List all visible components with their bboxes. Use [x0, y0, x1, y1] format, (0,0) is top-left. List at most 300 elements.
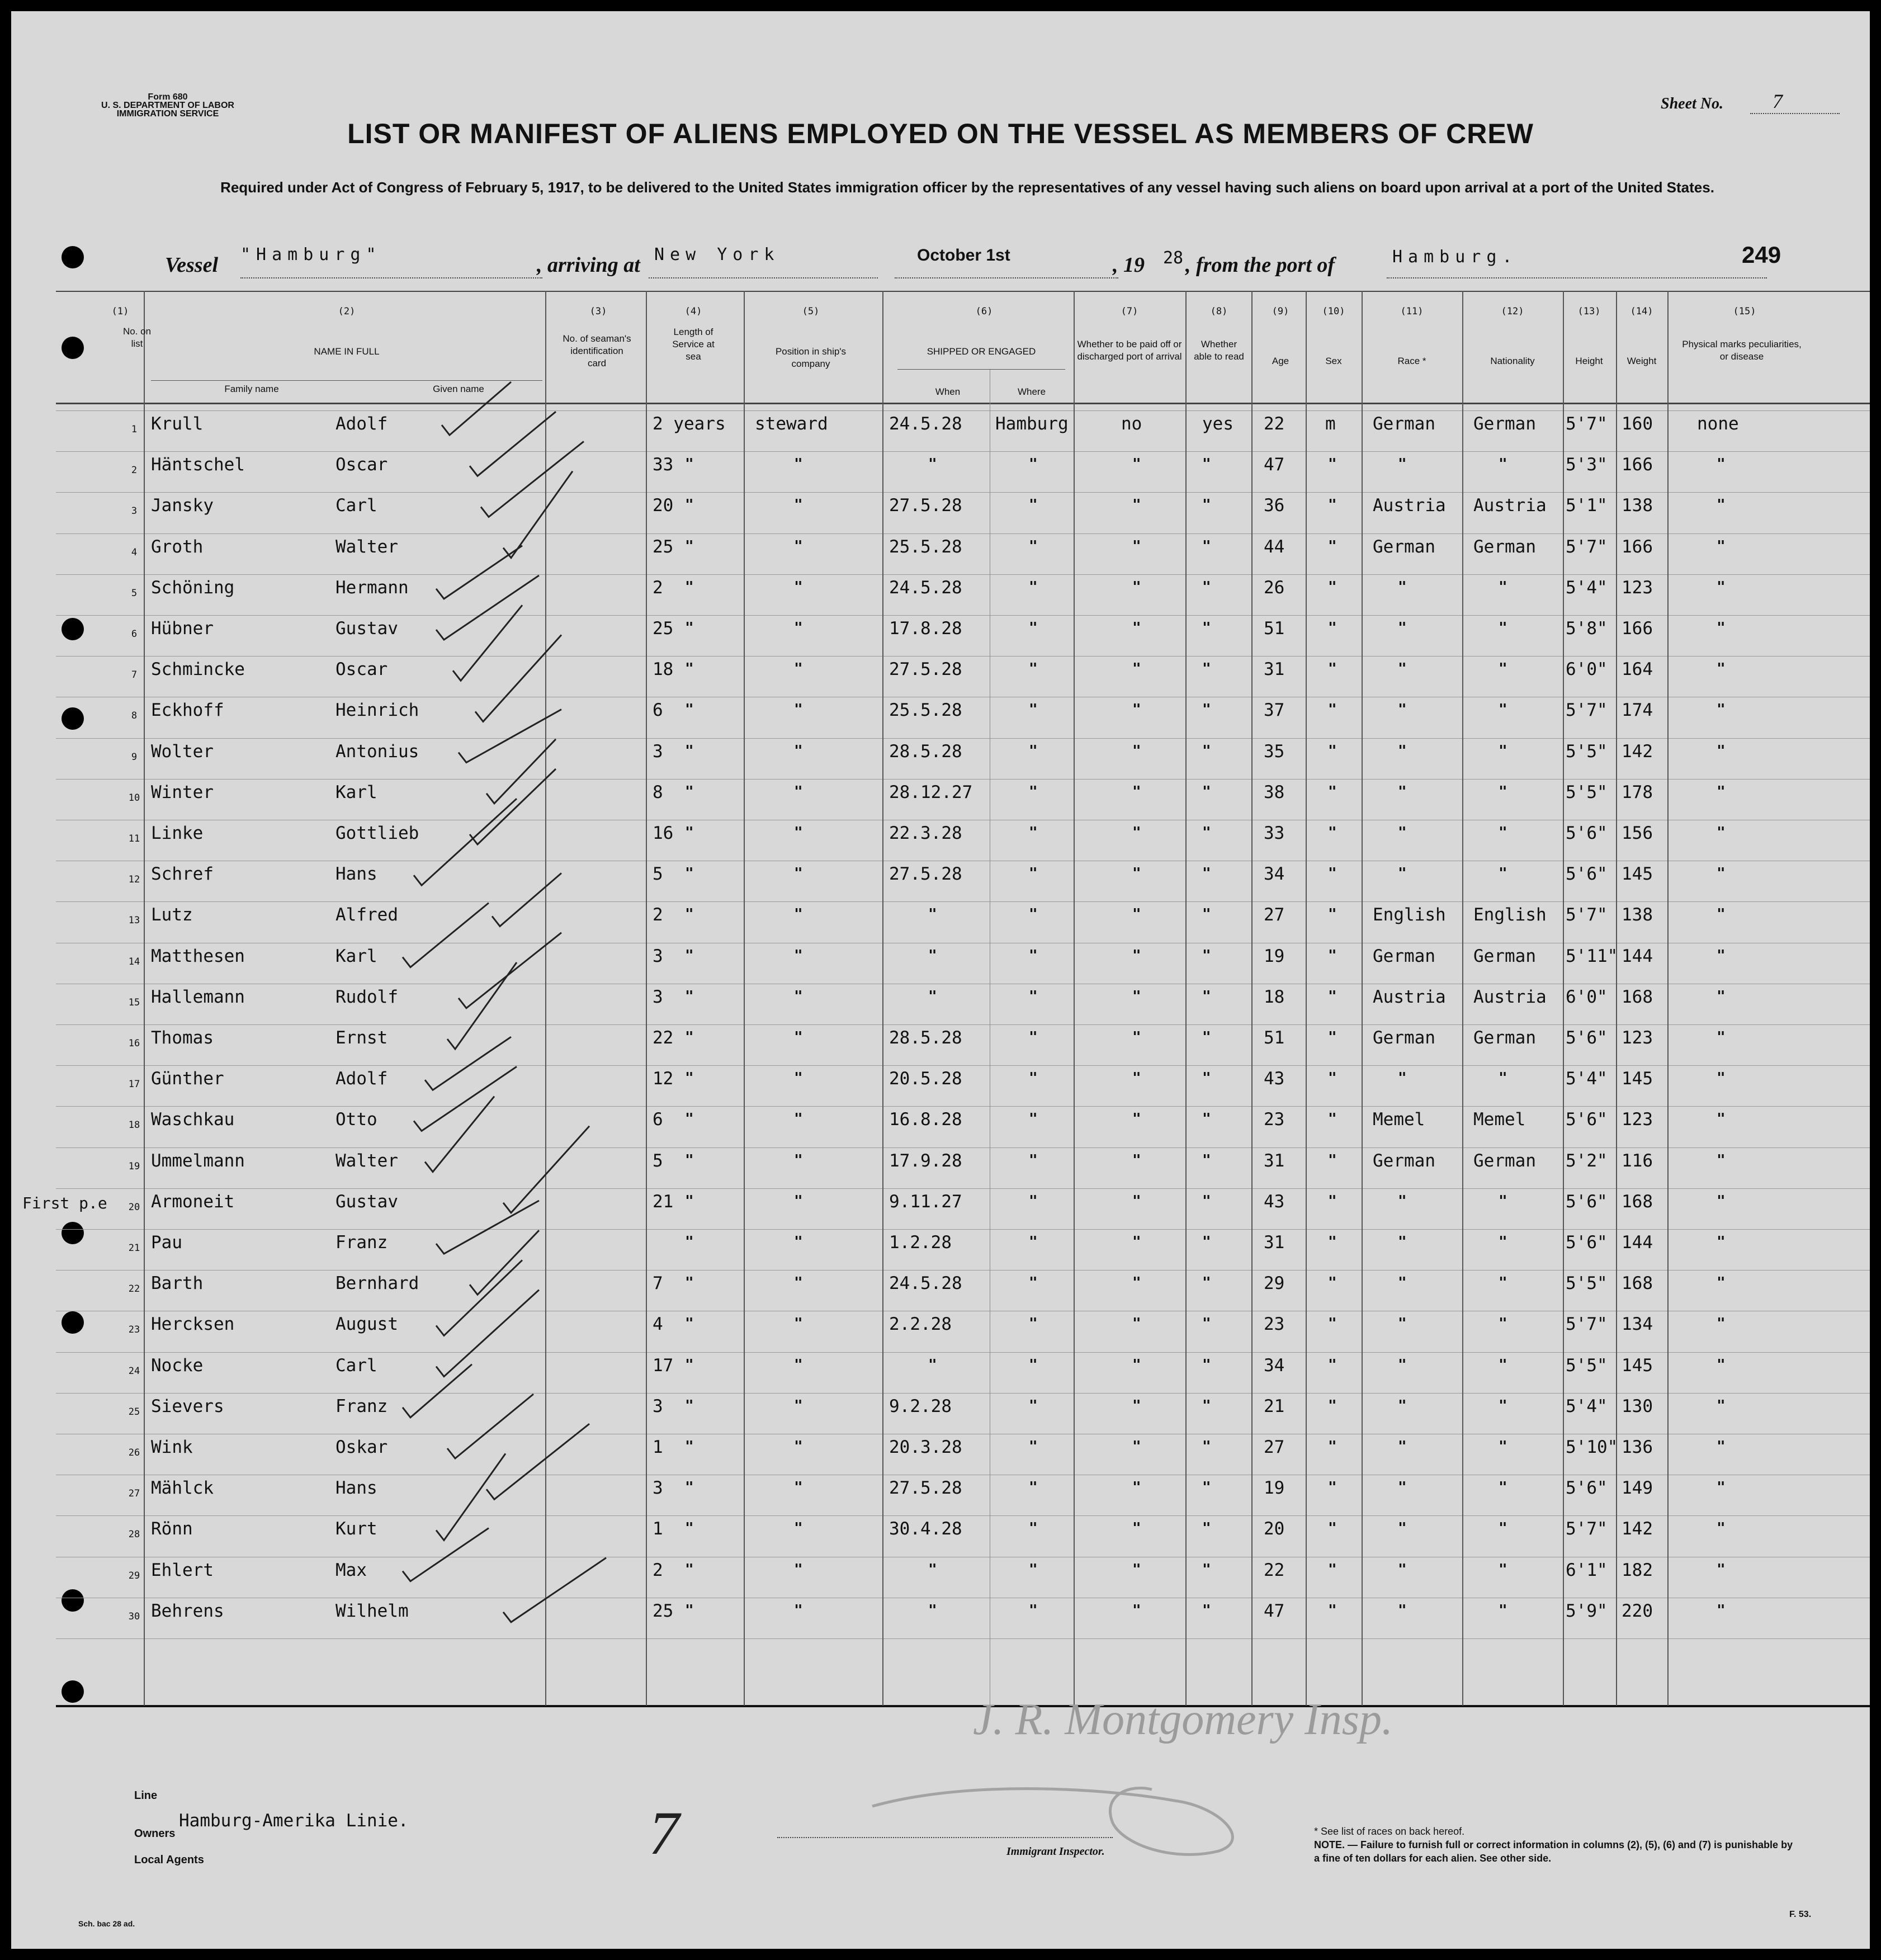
- given-name-cell: Oscar: [335, 455, 388, 475]
- col-num: (9): [1272, 306, 1289, 317]
- shipped-when-cell: 25.5.28: [889, 700, 962, 720]
- given-name-cell: Hans: [335, 1478, 377, 1498]
- position-ditto-mark: ": [794, 947, 803, 964]
- read-ditto-mark: ": [1202, 660, 1211, 677]
- row-number: 28: [128, 1529, 140, 1540]
- sex-ditto-mark: ": [1328, 1193, 1337, 1210]
- check-mark: [486, 739, 556, 804]
- weight-cell: 164: [1622, 659, 1653, 679]
- col-header-marks: Physical marks peculiarities, or disease: [1682, 339, 1802, 362]
- paid-ditto-mark: ": [1132, 1234, 1141, 1250]
- where-ditto-mark: ": [1029, 947, 1038, 964]
- age-cell: 51: [1264, 1028, 1285, 1048]
- where-ditto-mark: ": [1029, 743, 1038, 759]
- race-cell: German: [1373, 537, 1435, 557]
- position-ditto-mark: ": [794, 906, 803, 923]
- race-ditto-mark: ": [1398, 865, 1407, 882]
- read-ditto-mark: ": [1202, 1520, 1211, 1537]
- weight-cell: 156: [1622, 823, 1653, 843]
- shipped-where-cell: Hamburg: [995, 414, 1069, 434]
- position-ditto-mark: ": [794, 1193, 803, 1210]
- height-cell: 6'0": [1566, 987, 1608, 1007]
- service-ditto-mark: ": [685, 906, 694, 923]
- family-name-cell: Groth: [151, 537, 204, 557]
- marks-ditto-mark: ": [1717, 701, 1726, 718]
- service-cell: 25: [653, 537, 674, 557]
- age-cell: 22: [1264, 414, 1285, 434]
- given-name-cell: Walter: [335, 1151, 398, 1171]
- row-number: 9: [131, 752, 138, 763]
- sex-ditto-mark: ": [1328, 660, 1337, 677]
- service-ditto-mark: ": [685, 1602, 694, 1619]
- race-ditto-mark: ": [1398, 1438, 1407, 1455]
- col-num: (1): [111, 306, 129, 317]
- col-header-family-name: Family name: [224, 384, 279, 394]
- race-ditto-mark: ": [1398, 1479, 1407, 1496]
- given-name-cell: Otto: [335, 1109, 377, 1130]
- paid-ditto-mark: ": [1132, 1561, 1141, 1578]
- race-ditto-mark: ": [1398, 701, 1407, 718]
- family-name-cell: Hercksen: [151, 1314, 235, 1334]
- sex-ditto-mark: ": [1328, 1315, 1337, 1332]
- when-ditto-mark: ": [928, 988, 937, 1005]
- family-name-cell: Rönn: [151, 1519, 193, 1539]
- row-number: 29: [128, 1570, 140, 1581]
- read-ditto-mark: ": [1202, 1357, 1211, 1373]
- sex-ditto-mark: ": [1328, 1438, 1337, 1455]
- family-name-cell: Hübner: [151, 618, 214, 639]
- height-cell: 5'5": [1566, 1356, 1608, 1376]
- height-cell: 5'8": [1566, 618, 1608, 639]
- marks-ditto-mark: ": [1717, 660, 1726, 677]
- race-cell: German: [1373, 1151, 1435, 1171]
- sex-ditto-mark: ": [1328, 947, 1337, 964]
- age-cell: 47: [1264, 455, 1285, 475]
- marks-ditto-mark: ": [1717, 1520, 1726, 1537]
- row-number: 15: [128, 997, 140, 1008]
- service-cell: 22: [653, 1028, 674, 1048]
- when-ditto-mark: ": [928, 456, 937, 473]
- age-cell: 21: [1264, 1396, 1285, 1416]
- col-num: (12): [1501, 306, 1524, 317]
- row-number: 2: [131, 465, 138, 476]
- col-header-no: No. on list: [122, 326, 152, 349]
- position-ditto-mark: ": [794, 1479, 803, 1496]
- col-num: (11): [1400, 306, 1424, 317]
- sex-ditto-mark: ": [1328, 743, 1337, 759]
- race-ditto-mark: ": [1398, 1357, 1407, 1373]
- read-ditto-mark: ": [1202, 1602, 1211, 1619]
- position-ditto-mark: ": [794, 1234, 803, 1250]
- weight-cell: 168: [1622, 987, 1653, 1007]
- age-cell: 19: [1264, 1478, 1285, 1498]
- row-number: 11: [128, 833, 140, 844]
- family-name-cell: Sievers: [151, 1396, 224, 1416]
- weight-cell: 220: [1622, 1601, 1653, 1621]
- check-mark: [436, 1260, 522, 1335]
- paid-ditto-mark: ": [1132, 620, 1141, 636]
- nationality-cell: German: [1473, 537, 1536, 557]
- age-cell: 33: [1264, 823, 1285, 843]
- where-ditto-mark: ": [1029, 1520, 1038, 1537]
- nationality-ditto-mark: ": [1499, 1438, 1507, 1455]
- where-ditto-mark: ": [1029, 1438, 1038, 1455]
- service-ditto-mark: ": [685, 988, 694, 1005]
- row-number: 20: [128, 1202, 140, 1213]
- service-ditto-mark: ": [685, 660, 694, 677]
- height-cell: 5'4": [1566, 1396, 1608, 1416]
- read-ditto-mark: ": [1202, 743, 1211, 759]
- sex-cell: m: [1325, 414, 1336, 434]
- nationality-ditto-mark: ": [1499, 456, 1507, 473]
- service-cell: 7: [653, 1273, 663, 1293]
- given-name-cell: Walter: [335, 537, 398, 557]
- weight-cell: 123: [1622, 1109, 1653, 1130]
- height-cell: 5'6": [1566, 1109, 1608, 1130]
- col-header-height: Height: [1575, 356, 1603, 366]
- position-ditto-mark: ": [794, 988, 803, 1005]
- check-mark: [503, 1558, 606, 1622]
- row-number: 16: [128, 1038, 140, 1049]
- age-cell: 19: [1264, 946, 1285, 966]
- marks-ditto-mark: ": [1717, 1029, 1726, 1046]
- service-cell: 6: [653, 1109, 663, 1130]
- row-number: 25: [128, 1406, 140, 1418]
- position-ditto-mark: ": [794, 1315, 803, 1332]
- sex-ditto-mark: ": [1328, 620, 1337, 636]
- sex-ditto-mark: ": [1328, 783, 1337, 800]
- where-ditto-mark: ": [1029, 1193, 1038, 1210]
- where-ditto-mark: ": [1029, 1357, 1038, 1373]
- service-ditto-mark: ": [685, 1520, 694, 1537]
- sex-ditto-mark: ": [1328, 456, 1337, 473]
- age-cell: 38: [1264, 782, 1285, 802]
- family-name-cell: Wolter: [151, 742, 214, 762]
- age-cell: 47: [1264, 1601, 1285, 1621]
- nationality-ditto-mark: ": [1499, 1357, 1507, 1373]
- where-ditto-mark: ": [1029, 456, 1038, 473]
- read-ditto-mark: ": [1202, 620, 1211, 636]
- owners-label: Owners: [134, 1827, 176, 1840]
- family-name-cell: Behrens: [151, 1601, 224, 1621]
- read-ditto-mark: ": [1202, 1438, 1211, 1455]
- where-ditto-mark: ": [1029, 701, 1038, 718]
- form-code: F. 53.: [1789, 1910, 1812, 1919]
- age-cell: 51: [1264, 618, 1285, 639]
- marks-ditto-mark: ": [1717, 865, 1726, 882]
- col-num: (7): [1121, 306, 1138, 317]
- position-ditto-mark: ": [794, 1438, 803, 1455]
- where-ditto-mark: ": [1029, 1397, 1038, 1414]
- page-number: 249: [1742, 242, 1781, 268]
- arrival-port: New York: [654, 245, 780, 265]
- service-cell: 3: [653, 1478, 663, 1498]
- col-num: (15): [1733, 306, 1756, 317]
- marks-ditto-mark: ": [1717, 1397, 1726, 1414]
- check-marks: [11, 11, 1870, 1949]
- height-cell: 6'0": [1566, 659, 1608, 679]
- nationality-cell: German: [1473, 414, 1536, 434]
- year-value: 28: [1163, 248, 1184, 268]
- service-cell: 2: [653, 905, 663, 925]
- shipped-when-cell: 27.5.28: [889, 659, 962, 679]
- given-name-cell: Gustav: [335, 1192, 398, 1212]
- row-number: 10: [128, 792, 140, 804]
- shipped-when-cell: 30.4.28: [889, 1519, 962, 1539]
- check-mark: [425, 1037, 511, 1090]
- weight-cell: 144: [1622, 946, 1653, 966]
- age-cell: 27: [1264, 905, 1285, 925]
- height-cell: 5'4": [1566, 1069, 1608, 1089]
- nationality-ditto-mark: ": [1499, 1070, 1507, 1087]
- sex-ditto-mark: ": [1328, 865, 1337, 882]
- sex-ditto-mark: ": [1328, 1397, 1337, 1414]
- nationality-cell: German: [1473, 1028, 1536, 1048]
- service-ditto-mark: ": [685, 1357, 694, 1373]
- read-ditto-mark: ": [1202, 701, 1211, 718]
- race-ditto-mark: ": [1398, 783, 1407, 800]
- height-cell: 5'9": [1566, 1601, 1608, 1621]
- service-cell: 33: [653, 455, 674, 475]
- read-ditto-mark: ": [1202, 947, 1211, 964]
- paid-ditto-mark: ": [1132, 701, 1141, 718]
- line-label: Line: [134, 1789, 158, 1802]
- race-ditto-mark: ": [1398, 1274, 1407, 1291]
- where-ditto-mark: ": [1029, 1274, 1038, 1291]
- marks-ditto-mark: ": [1717, 620, 1726, 636]
- family-name-cell: Linke: [151, 823, 204, 843]
- family-name-cell: Häntschel: [151, 455, 245, 475]
- family-name-cell: Hallemann: [151, 987, 245, 1007]
- weight-cell: 160: [1622, 414, 1653, 434]
- position-ditto-mark: ": [794, 865, 803, 882]
- service-ditto-mark: ": [685, 783, 694, 800]
- weight-cell: 142: [1622, 1519, 1653, 1539]
- read-ditto-mark: ": [1202, 1193, 1211, 1210]
- nationality-ditto-mark: ": [1499, 824, 1507, 841]
- marks-ditto-mark: ": [1717, 579, 1726, 596]
- paid-ditto-mark: ": [1132, 497, 1141, 513]
- service-cell: 5: [653, 1151, 663, 1171]
- paid-ditto-mark: ": [1132, 579, 1141, 596]
- col-header-when: When: [935, 386, 961, 397]
- check-mark: [436, 1290, 539, 1377]
- marks-ditto-mark: ": [1717, 824, 1726, 841]
- position-ditto-mark: ": [794, 1357, 803, 1373]
- paid-ditto-mark: ": [1132, 1602, 1141, 1619]
- where-ditto-mark: ": [1029, 579, 1038, 596]
- check-mark: [470, 769, 556, 844]
- paid-ditto-mark: ": [1132, 1274, 1141, 1291]
- given-name-cell: Adolf: [335, 1069, 388, 1089]
- service-cell: 4: [653, 1314, 663, 1334]
- age-cell: 43: [1264, 1069, 1285, 1089]
- row-number: 4: [131, 547, 138, 558]
- given-name-cell: Franz: [335, 1396, 388, 1416]
- check-mark: [486, 1424, 589, 1499]
- where-ditto-mark: ": [1029, 538, 1038, 555]
- sex-ditto-mark: ": [1328, 988, 1337, 1005]
- race-cell: German: [1373, 414, 1435, 434]
- given-name-cell: Rudolf: [335, 987, 398, 1007]
- position-ditto-mark: ": [794, 1274, 803, 1291]
- height-cell: 5'7": [1566, 905, 1608, 925]
- check-mark: [403, 1528, 489, 1581]
- race-ditto-mark: ": [1398, 620, 1407, 636]
- position-ditto-mark: ": [794, 783, 803, 800]
- read-ditto-mark: ": [1202, 865, 1211, 882]
- race-ditto-mark: ": [1398, 579, 1407, 596]
- nationality-ditto-mark: ": [1499, 1602, 1507, 1619]
- check-mark: [447, 1394, 533, 1458]
- service-ditto-mark: ": [685, 743, 694, 759]
- marks-ditto-mark: ": [1717, 1274, 1726, 1291]
- sex-ditto-mark: ": [1328, 1479, 1337, 1496]
- age-cell: 44: [1264, 537, 1285, 557]
- sheet-number-label: Sheet No.: [1661, 95, 1723, 112]
- read-ditto-mark: ": [1202, 1274, 1211, 1291]
- race-cell: Austria: [1373, 495, 1446, 516]
- service-cell: 17: [653, 1356, 674, 1376]
- sex-ditto-mark: ": [1328, 1274, 1337, 1291]
- shipped-when-cell: 25.5.28: [889, 537, 962, 557]
- read-ditto-mark: ": [1202, 579, 1211, 596]
- shipped-when-cell: 17.9.28: [889, 1151, 962, 1171]
- read-ditto-mark: ": [1202, 497, 1211, 513]
- service-name: IMMIGRATION SERVICE: [116, 109, 219, 119]
- position-ditto-mark: ": [794, 497, 803, 513]
- read-ditto-mark: ": [1202, 824, 1211, 841]
- check-mark: [481, 441, 584, 517]
- service-cell: 16: [653, 823, 674, 843]
- read-ditto-mark: ": [1202, 988, 1211, 1005]
- check-mark: [470, 1230, 539, 1295]
- col-header-weight: Weight: [1627, 356, 1657, 366]
- age-cell: 23: [1264, 1314, 1285, 1334]
- race-ditto-mark: ": [1398, 456, 1407, 473]
- weight-cell: 138: [1622, 495, 1653, 516]
- paid-ditto-mark: ": [1132, 456, 1141, 473]
- owners-value: Hamburg-Amerika Linie.: [179, 1811, 409, 1831]
- nationality-ditto-mark: ": [1499, 1193, 1507, 1210]
- check-mark: [492, 873, 561, 926]
- inspector-label: Immigrant Inspector.: [1006, 1845, 1105, 1858]
- position-ditto-mark: ": [794, 620, 803, 636]
- paid-ditto-mark: ": [1132, 865, 1141, 882]
- family-name-cell: Armoneit: [151, 1192, 235, 1212]
- given-name-cell: Antonius: [335, 742, 419, 762]
- read-ditto-mark: ": [1202, 1315, 1211, 1332]
- height-cell: 5'1": [1566, 495, 1608, 516]
- where-ditto-mark: ": [1029, 1234, 1038, 1250]
- shipped-when-cell: 20.5.28: [889, 1069, 962, 1089]
- paid-ditto-mark: ": [1132, 1029, 1141, 1046]
- nationality-ditto-mark: ": [1499, 743, 1507, 759]
- shipped-when-cell: 16.8.28: [889, 1109, 962, 1130]
- nationality-cell: German: [1473, 946, 1536, 966]
- arrival-date: October 1st: [917, 246, 1010, 265]
- given-name-cell: Hermann: [335, 578, 409, 598]
- age-cell: 34: [1264, 864, 1285, 884]
- service-ditto-mark: ": [685, 1070, 694, 1087]
- col-header-paid-off: Whether to be paid off or discharged port of arrival: [1077, 339, 1182, 362]
- row-number: 26: [128, 1447, 140, 1458]
- where-ditto-mark: ": [1029, 1029, 1038, 1046]
- shipped-when-cell: 28.5.28: [889, 742, 962, 762]
- nationality-ditto-mark: ": [1499, 579, 1507, 596]
- service-ditto-mark: ": [685, 620, 694, 636]
- given-name-cell: Heinrich: [335, 700, 419, 720]
- row-number: 23: [128, 1324, 140, 1335]
- weight-cell: 116: [1622, 1151, 1653, 1171]
- given-name-cell: Oscar: [335, 659, 388, 679]
- service-cell: 1: [653, 1437, 663, 1457]
- height-cell: 5'5": [1566, 782, 1608, 802]
- given-name-cell: Karl: [335, 946, 377, 966]
- marks-ditto-mark: ": [1717, 1193, 1726, 1210]
- marks-ditto-mark: ": [1717, 947, 1726, 964]
- col-num: (3): [589, 306, 607, 317]
- col-num: (10): [1322, 306, 1345, 317]
- height-cell: 5'3": [1566, 455, 1608, 475]
- check-mark: [414, 1066, 517, 1131]
- service-ditto-mark: ": [685, 1193, 694, 1210]
- service-ditto-mark: ": [685, 1152, 694, 1169]
- position-ditto-mark: ": [794, 1152, 803, 1169]
- race-cell: English: [1373, 905, 1446, 925]
- race-ditto-mark: ": [1398, 1315, 1407, 1332]
- read-ditto-mark: ": [1202, 1111, 1211, 1127]
- vessel-label: Vessel: [165, 253, 218, 277]
- sex-ditto-mark: ": [1328, 1357, 1337, 1373]
- race-ditto-mark: ": [1398, 743, 1407, 759]
- service-cell: 2: [653, 1560, 663, 1580]
- service-ditto-mark: ": [685, 497, 694, 513]
- shipped-when-cell: 9.11.27: [889, 1192, 962, 1212]
- row-number: 21: [128, 1243, 140, 1254]
- service-cell: 3: [653, 946, 663, 966]
- weight-cell: 178: [1622, 782, 1653, 802]
- age-cell: 31: [1264, 1151, 1285, 1171]
- weight-cell: 166: [1622, 537, 1653, 557]
- sex-ditto-mark: ": [1328, 579, 1337, 596]
- service-cell: 3: [653, 987, 663, 1007]
- shipped-when-cell: 27.5.28: [889, 495, 962, 516]
- read-ditto-mark: ": [1202, 1029, 1211, 1046]
- col-header-sex: Sex: [1325, 356, 1342, 366]
- year-prefix: , 19: [1113, 253, 1145, 277]
- position-ditto-mark: ": [794, 579, 803, 596]
- position-ditto-mark: ": [794, 701, 803, 718]
- marks-cell: none: [1697, 414, 1739, 434]
- shipped-when-cell: 24.5.28: [889, 414, 962, 434]
- given-name-cell: Karl: [335, 782, 377, 802]
- shipped-when-cell: 2.2.28: [889, 1314, 952, 1334]
- nationality-cell: Memel: [1473, 1109, 1526, 1130]
- check-mark: [503, 1126, 589, 1213]
- family-name-cell: Wink: [151, 1437, 193, 1457]
- check-mark: [436, 575, 539, 640]
- when-ditto-mark: ": [928, 1561, 937, 1578]
- age-cell: 34: [1264, 1356, 1285, 1376]
- family-name-cell: Pau: [151, 1232, 182, 1253]
- row-number: 17: [128, 1079, 140, 1090]
- marks-ditto-mark: ": [1717, 906, 1726, 923]
- check-mark: [470, 412, 556, 476]
- marks-ditto-mark: ": [1717, 1070, 1726, 1087]
- shipped-when-cell: 27.5.28: [889, 1478, 962, 1498]
- position-cell: steward: [755, 414, 828, 434]
